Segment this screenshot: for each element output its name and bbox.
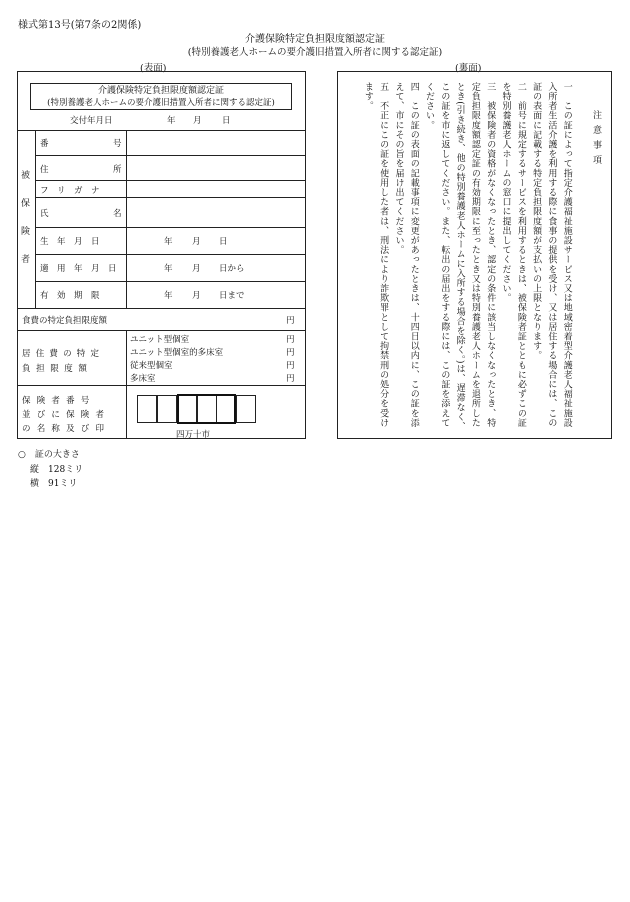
- insurer-label-1: 保険者番号: [22, 396, 96, 406]
- insurer-digit-box: [236, 395, 256, 423]
- front-face-label: (表面): [140, 63, 167, 74]
- grid-line: [126, 385, 127, 439]
- room-yen: 円: [286, 361, 295, 371]
- furigana-label: フ リ ガ ナ: [40, 186, 100, 196]
- front-card: [17, 71, 306, 439]
- address-label-a: 住: [40, 165, 49, 175]
- apply-from: 日から: [219, 264, 245, 274]
- name-label-a: 氏: [40, 209, 49, 219]
- valid-label: 有 効 期 限: [40, 291, 100, 301]
- meal-limit-label: 食費の特定負担限度額: [22, 316, 108, 326]
- grid-line: [35, 197, 306, 198]
- room-yen: 円: [286, 374, 295, 384]
- residence-label-1: 居住費の特定: [22, 349, 105, 359]
- grid-line: [35, 281, 306, 282]
- back-face-label: (裏面): [455, 63, 482, 74]
- name-label-b: 名: [113, 209, 122, 219]
- insurer-digit-box: [137, 395, 157, 423]
- grid-line: [35, 227, 306, 228]
- note-item: 二 前号に規定するサービスを利用するときは、被保険者証とともに必ずこの証を特別養護老人ホームの窓口に提出してください。: [500, 82, 526, 428]
- insurer-label-3: の名称及び印: [22, 424, 111, 434]
- apply-year: 年: [164, 264, 173, 274]
- grid-line: [35, 155, 306, 156]
- grid-line: [35, 180, 306, 181]
- birth-day: 日: [219, 237, 228, 247]
- grid-line: [35, 254, 306, 255]
- valid-year: 年: [164, 291, 173, 301]
- issue-year: 年: [167, 116, 176, 126]
- note-item: 五 不正にこの証を使用した者は、刑法により詐欺罪として拘禁刑の処分を受けます。: [362, 82, 389, 428]
- card-size-title: ○ 証の大きさ: [18, 450, 80, 460]
- form-number: 様式第13号(第7条の2関係): [18, 20, 142, 31]
- apply-label: 適 用 年 月 日: [40, 264, 117, 274]
- insured-char: 者: [21, 255, 31, 265]
- cert-title: 介護保険特定負担限度額認定証: [97, 86, 224, 96]
- note-item: 四 この証の表面の記載事項に変更があったときは、十四日以内に、この証を添えて、市にその旨を届け出てください。: [393, 82, 419, 428]
- cert-title-box: [30, 83, 292, 110]
- cert-subtitle: (特別養護老人ホームの要介護旧措置入所者に関する認定証): [47, 98, 275, 108]
- grid-line: [17, 308, 306, 309]
- notes-area: [345, 82, 603, 432]
- grid-line: [17, 330, 306, 331]
- grid-line: [17, 385, 306, 386]
- residence-label-2: 負担限度額: [22, 364, 93, 374]
- insured-char: 険: [21, 227, 31, 237]
- card-size-width: 横 91ミリ: [30, 479, 78, 489]
- room-yen: 円: [286, 348, 295, 358]
- document-title: 介護保険特定負担限度額認定証: [245, 34, 385, 45]
- room-type-unit-private: ユニット型個室: [130, 335, 190, 345]
- room-type-unit-semi-private: ユニット型個室的多床室: [130, 348, 224, 358]
- valid-month: 月: [192, 291, 201, 301]
- meal-yen: 円: [286, 316, 295, 326]
- birth-month: 月: [192, 237, 201, 247]
- grid-line: [126, 330, 127, 385]
- insured-char: 保: [21, 199, 31, 209]
- issue-month: 月: [193, 116, 202, 126]
- grid-line: [17, 130, 306, 131]
- insurer-digit-box: [157, 395, 177, 423]
- room-type-multi-bed: 多床室: [130, 374, 156, 384]
- number-label-a: 番: [40, 139, 49, 149]
- issue-date-label: 交付年月日: [70, 116, 113, 126]
- room-yen: 円: [286, 335, 295, 345]
- room-type-conventional-private: 従来型個室: [130, 361, 173, 371]
- apply-month: 月: [192, 264, 201, 274]
- note-item: 三 被保険者の資格がなくなったとき、認定の条件に該当しなくなったとき、特定負担限度額認定証の有効期限に至ったとき又は特別養護老人ホームを退所したとき(引き続き、他の特別養護老人ホームに入所する場合を除く。)は、遅滞なく、この証を市に返してください。また、転出の届出をする際には、この証を添えてください。: [424, 82, 496, 432]
- notes-heading: 注意事項: [591, 110, 601, 170]
- address-label-b: 所: [113, 165, 122, 175]
- issue-day: 日: [222, 116, 231, 126]
- birth-label: 生 年 月 日: [40, 237, 100, 247]
- birth-year: 年: [164, 237, 173, 247]
- insurer-digit-group: [177, 394, 236, 424]
- note-item: 一 この証によって指定介護福祉施設サービス又は地域密着型介護老人福祉施設入所者生活介護を利用する際に食事の提供を受け、又は居住する場合には、この証の表面に記載する特定負担限度額が支払いの上限となります。: [531, 82, 572, 428]
- insured-char: 被: [21, 171, 31, 181]
- valid-until: 日まで: [219, 291, 245, 301]
- insurer-label-2: 並びに保険者: [22, 410, 111, 420]
- card-size-height: 縦 128ミリ: [30, 465, 84, 475]
- document-subtitle: (特別養護老人ホームの要介護旧措置入所者に関する認定証): [187, 47, 443, 58]
- number-label-b: 号: [113, 139, 122, 149]
- insurer-city-name: 四万十市: [176, 430, 211, 440]
